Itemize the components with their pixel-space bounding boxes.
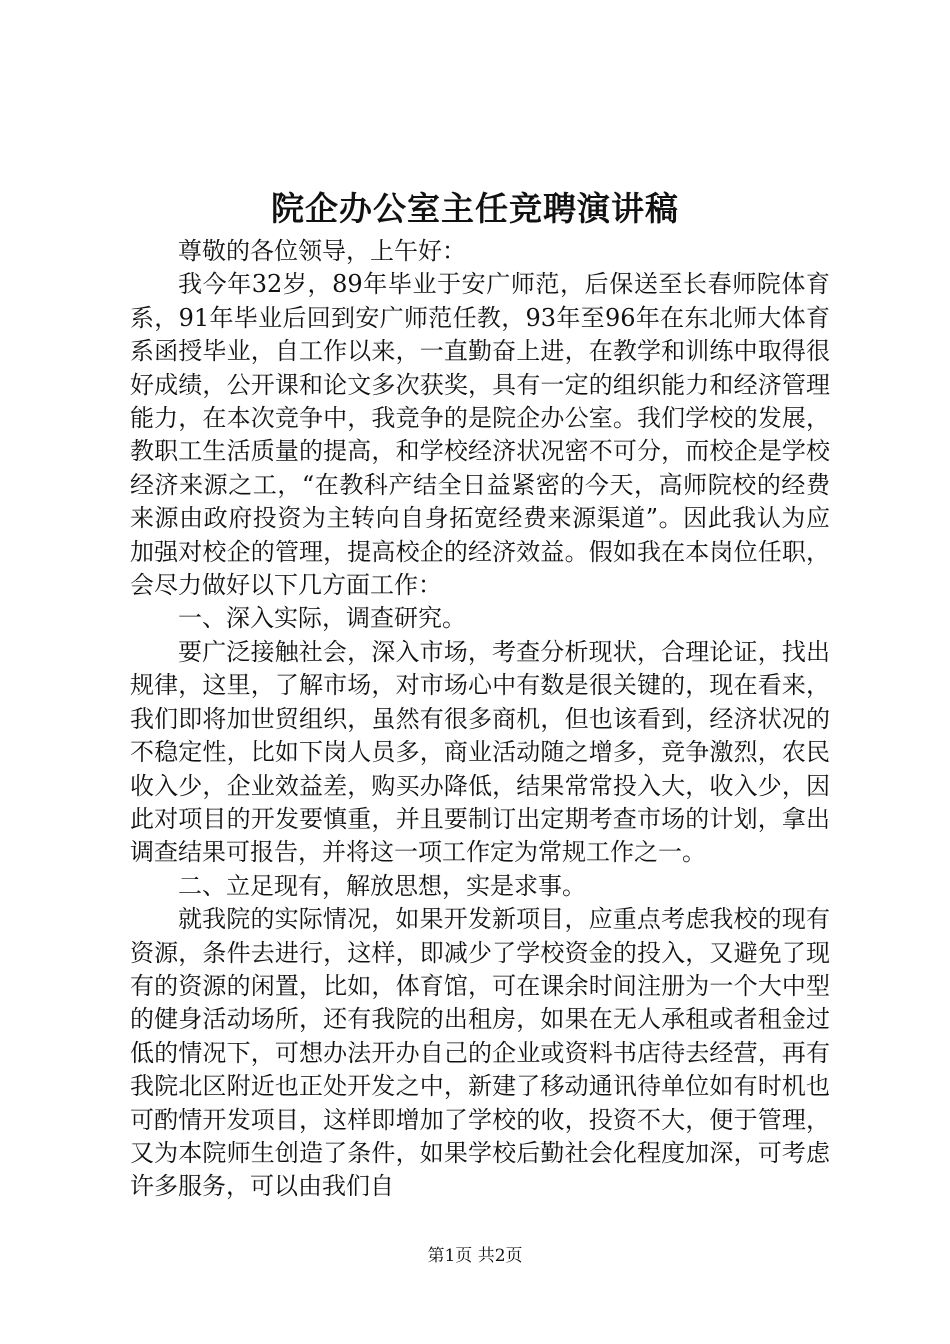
page-footer: 第1页 共2页 — [427, 1246, 523, 1266]
document-body — [130, 235, 830, 1204]
section-heading-1: 一、深入实际，调查研究。 — [178, 604, 466, 633]
section-paragraph-1: 要广泛接触社会，深入市场，考查分析现状，合理论证，找出规律，这里，了解市场，对市场心中有数是很关键的，现在看来，我们即将加世贸组织，虽然有很多商机，但也该看到，经济状况的不稳定性，比如下岗人员多，商业活动随之增多，竞争激烈，农民收入少，企业效益差，购买办降低，结果常常投入大，收入少，因此对项目的开发要慎重，并且要制订出定期考查市场的计划，拿出调查结果可报告，并将这一项工作定为常规工作之一。 — [130, 637, 830, 867]
section-heading-2: 二、立足现有，解放思想，实是求事。 — [178, 871, 586, 900]
section-paragraph-2: 就我院的实际情况，如果开发新项目，应重点考虑我校的现有资源，条件去进行，这样，即减少了学校资金的投入，又避免了现有的资源的闲置，比如，体育馆，可在课余时间注册为一个大中型的健身活动场所，还有我院的出租房，如果在无人承租或者租金过低的情况下，可想办法开办自己的企业或资料书店待去经营，再有我院北区附近也正处开发之中，新建了移动通讯待单位如有时机也可酌情开发项目，这样即增加了学校的收，投资不大，便于管理，又为本院师生创造了条件，如果学校后勤社会化程度加深，可考虑许多服务，可以由我们自 — [130, 905, 830, 1201]
salutation-paragraph: 尊敬的各位领导，上午好： — [178, 237, 466, 265]
document-title: 院企办公室主任竞聘演讲稿 — [271, 189, 679, 228]
intro-paragraph: 我今年32岁，89年毕业于安广师范，后保送至长春师院体育系，91年毕业后回到安广师范任教，93年至96年在东北师大体育系函授毕业，自工作以来，一直勤奋上进，在教学和训练中取得很好成绩，公开课和论文多次获奖，具有一定的组织能力和经济管理能力，在本次竞争中，我竞争的是院企办公室。我们学校的发展，教职工生活质量的提高，和学校经济状况密不可分，而校企是学校经济来源之工，“在教科产结全日益紧密的今天，高师院校的经费来源由政府投资为主转向自身拓宽经费来源渠道”。因此我认为应加强对校企的管理，提高校企的经济效益。假如我在本岗位任职，会尽力做好以下几方面工作： — [130, 270, 830, 600]
